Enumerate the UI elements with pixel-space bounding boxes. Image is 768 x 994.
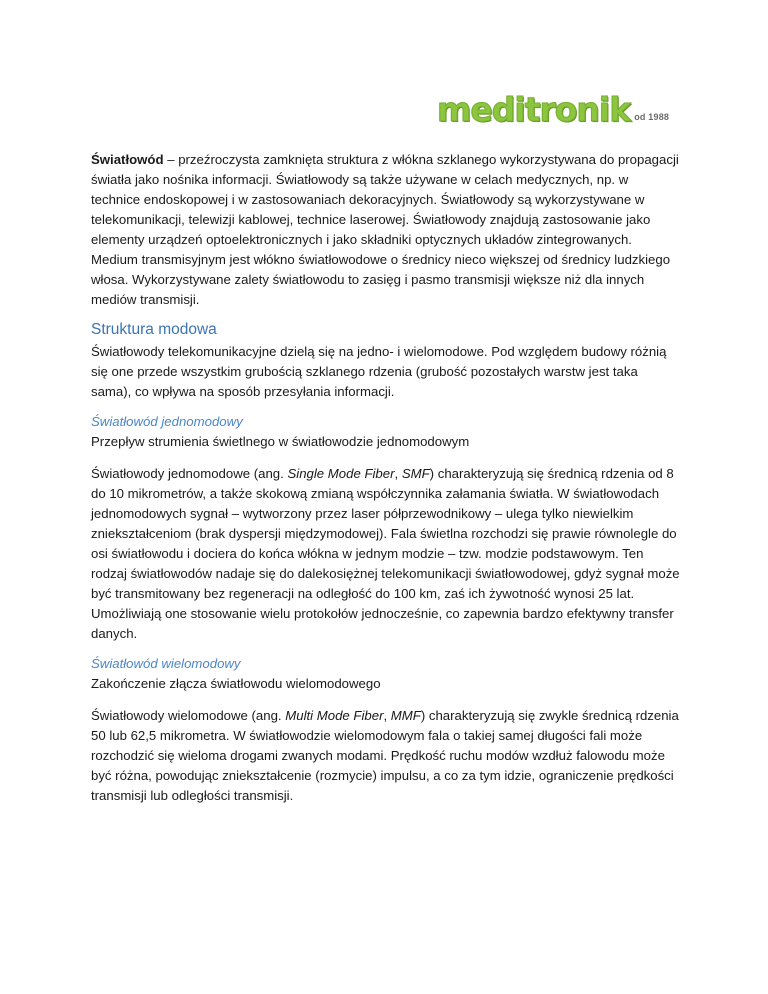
multi-mode-paragraph xyxy=(91,706,681,806)
multi-mode-abbr: MMF xyxy=(390,708,421,723)
single-mode-caption: Przepływ strumienia świetlnego w światłowodzie jednomodowym xyxy=(91,434,470,449)
logo-wordmark: meditronik xyxy=(437,90,631,129)
single-mode-paragraph xyxy=(91,464,681,644)
single-mode-term-en: Single Mode Fiber xyxy=(287,466,395,481)
subheading-multi-mode: Światłowód wielomodowy xyxy=(91,656,241,671)
single-mode-text-b: ) charakteryzują się średnicą rdzenia od 8 do 10 mikrometrów, a także skokową zmianą współczynnika załamania światła. W światłowodach jednomodowych sygnał – wytworzony przez laser półprzewodnikowy – ulega tylko niewielkim zniekształceniom (brak dyspersji międzymodowej). Fala świetlna rozchodzi się prawie równolegle do osi światłowodu i dociera do końca włókna w jednym modzie – tzw. modzie podstawowym. Ten rodzaj światłowodów nadaje się do dalekosiężnej telekomunikacji światłowodowej, gdyż sygnał może być transmitowany bez regeneracji na odległość do 100 km, zaś ich żywotność wynosi 25 lat. Umożliwiają one stosowanie wielu protokołów jednocześnie, co zapewnia bardzo efektywny transfer danych. xyxy=(91,466,680,641)
intro-text: – przeźroczysta zamknięta struktura z włókna szklanego wykorzystywana do propagacji światła jako nośnika informacji. Światłowody są także używane w celach medycznych, np. w technice endoskopowej i w zastosowaniach dekoracyjnych. Światłowody są wykorzystywane w telekomunikacji, telewizji kablowej, technice laserowej. Światłowody znajdują zastosowanie jako elementy urządzeń optoelektronicznych i jako składniki optycznych układów zintegrowanych. Medium transmisyjnym jest włókno światłowodowe o średnicy nieco większej od średnicy ludzkiego włosa. Wykorzystywane zalety światłowodu to zasięg i pasmo transmisji większe niż dla innych mediów transmisji. xyxy=(91,152,679,307)
single-mode-sep: , xyxy=(394,466,402,481)
multi-mode-term-en: Multi Mode Fiber xyxy=(285,708,384,723)
multi-mode-caption: Zakończenie złącza światłowodu wielomodowego xyxy=(91,676,381,691)
subheading-single-mode: Światłowód jednomodowy xyxy=(91,414,243,429)
multi-mode-text-b: ) charakteryzują się zwykle średnicą rdzenia 50 lub 62,5 mikrometra. W światłowodzie wielomodowym fala o takiej samej długości fali może rozchodzić się wieloma drogami zwanych modami. Prędkość ruchu modów wzdłuż falowodu może być różna, powodując zniekształcenie (rozmycie) impulsu, a co za tym idzie, ograniczenie prędkości transmisji lub odległości transmisji. xyxy=(91,708,679,803)
multi-mode-sep: , xyxy=(383,708,391,723)
logo-since-label: od 1988 xyxy=(634,112,670,122)
meditronik-logo xyxy=(437,86,677,129)
multi-mode-text-a: Światłowody wielomodowe (ang. xyxy=(91,708,286,723)
section-heading-struktura-modowa: Struktura modowa xyxy=(91,321,217,338)
intro-term: Światłowód xyxy=(91,152,164,167)
intro-paragraph xyxy=(91,150,681,310)
single-mode-text-a: Światłowody jednomodowe (ang. xyxy=(91,466,288,481)
section1-paragraph: Światłowody telekomunikacyjne dzielą się na jedno- i wielomodowe. Pod względem budowy różnią się one przede wszystkim grubością szklanego rdzenia (grubość pozostałych warstw jest taka sama), co wpływa na sposób przesyłania informacji. xyxy=(91,344,667,399)
document-body xyxy=(91,150,681,816)
single-mode-abbr: SMF xyxy=(401,466,430,481)
